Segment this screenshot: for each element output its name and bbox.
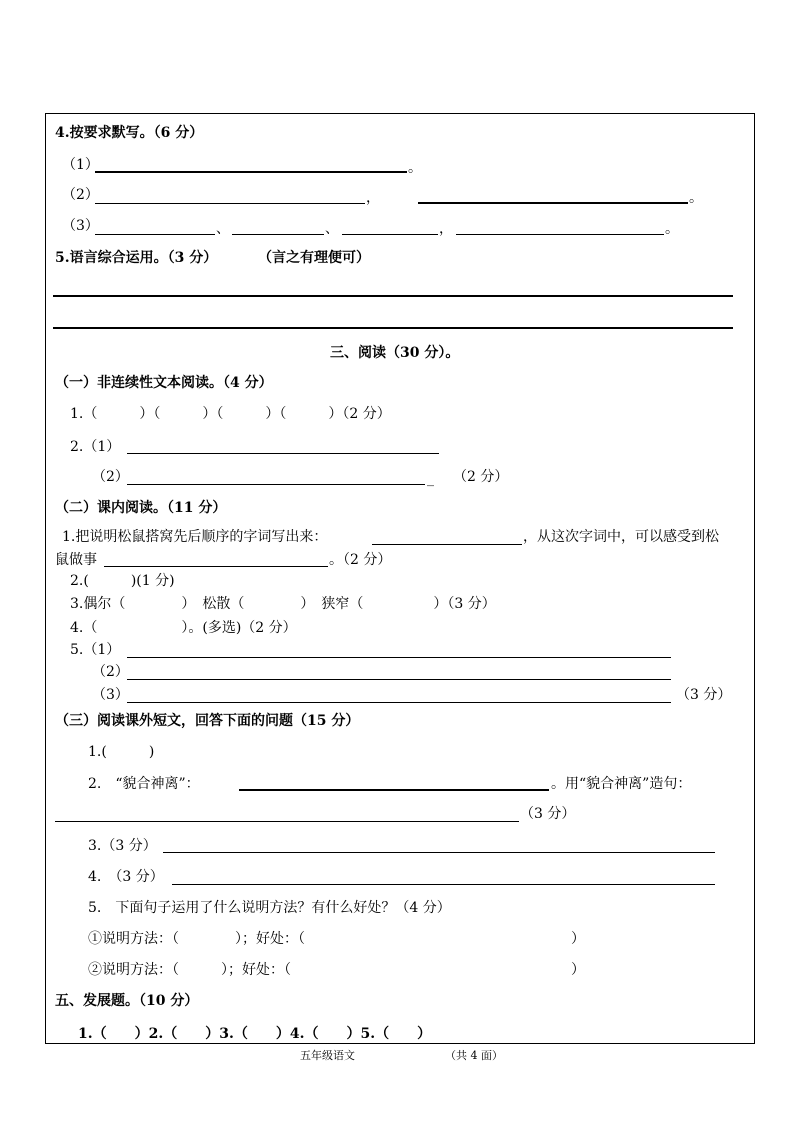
q4-item-2-answer-line-b[interactable]	[418, 202, 688, 204]
reading-1-q2-answer-line-2[interactable]	[127, 484, 425, 485]
reading-3-q2-answer-line[interactable]	[239, 789, 549, 791]
reading-1-q2-label-2: （2）	[92, 469, 129, 485]
reading-2-q4[interactable]: 4.（ ）。(多选)（2 分）	[70, 620, 297, 636]
reading-1-q2-score: （2 分）	[453, 469, 509, 485]
section-3-title: 三、阅读（30 分）。	[330, 345, 460, 361]
reading-3-q4-answer-line[interactable]	[172, 884, 715, 885]
reading-2-q1-prompt-line2: 鼠做事	[55, 552, 97, 568]
reading-3-q1[interactable]: 1.( )	[88, 744, 155, 760]
reading-2-heading: （二）课内阅读。（11 分）	[55, 500, 227, 516]
q4-item-3-sep-1: 、	[216, 221, 230, 237]
q4-item-3-sep-2: 、	[325, 221, 339, 237]
reading-2-q3[interactable]: 3.偶尔（ ） 松散（ ） 狭窄（ ）（3 分）	[70, 596, 496, 612]
reading-3-q5-choice-1[interactable]: ①说明方法：（ ）；好处：（ ）	[88, 931, 585, 947]
reading-2-q5-label-3: （3）	[92, 687, 129, 703]
q5-answer-line-1[interactable]	[53, 295, 733, 297]
q4-item-3-label: （3）	[62, 218, 99, 234]
reading-2-q5-answer-line-3[interactable]	[127, 702, 671, 703]
reading-1-q2-label-1: 2.（1）	[70, 439, 121, 455]
reading-3-q2-prompt-cont: 。用“貌合神离”造句：	[551, 776, 692, 792]
reading-3-q2-score: （3 分）	[520, 806, 576, 822]
reading-2-q1-answer-line-1[interactable]	[372, 544, 522, 545]
reading-2-q1-answer-line-2[interactable]	[104, 566, 328, 567]
reading-3-q2-sentence-line[interactable]	[55, 821, 519, 822]
section-5-heading: 五、发展题。（10 分）	[55, 993, 199, 1009]
reading-2-q5-label-1: 5.（1）	[70, 642, 121, 658]
q5-note: （言之有理便可）	[258, 250, 370, 266]
reading-2-q2[interactable]: 2.( )(1 分)	[70, 573, 175, 589]
q4-item-1-label: （1）	[62, 157, 99, 173]
section-5-answers[interactable]: 1.（ ）2.（ ）3.（ ）4.（ ）5.（ ）	[78, 1026, 432, 1042]
q4-item-2-label: （2）	[62, 187, 99, 203]
q5-answer-line-2[interactable]	[53, 327, 733, 329]
q4-heading: 4.按要求默写。（6 分）	[55, 125, 204, 141]
reading-2-q5-answer-line-2[interactable]	[127, 679, 671, 680]
reading-1-heading: （一）非连续性文本阅读。（4 分）	[55, 375, 273, 391]
q4-item-3-answer-line-c[interactable]	[342, 234, 438, 235]
reading-2-q5-score: （3 分）	[676, 687, 732, 703]
footer-page-count: （共 4 面）	[445, 1049, 503, 1062]
reading-2-q1-prompt-cont: ，从这次字词中，可以感受到松	[523, 529, 719, 545]
reading-1-q1[interactable]: 1.（ ）（ ）（ ）（ ）（2 分）	[70, 406, 391, 422]
q4-item-2-answer-line-a[interactable]	[95, 203, 365, 204]
q4-item-3-period: 。	[665, 221, 679, 237]
reading-3-heading: （三）阅读课外短文，回答下面的问题（15 分）	[55, 713, 360, 729]
reading-1-q2-tail: _	[427, 471, 434, 487]
q4-item-1-period: 。	[408, 160, 422, 176]
q4-item-2-comma: ，	[366, 190, 380, 206]
q4-item-3-answer-line-d[interactable]	[456, 234, 664, 235]
q5-heading: 5.语言综合运用。（3 分）	[55, 250, 218, 266]
reading-3-q5-choice-2[interactable]: ②说明方法：（ ）；好处：（ ）	[88, 962, 585, 978]
q4-item-1-answer-line[interactable]	[95, 171, 407, 173]
reading-2-q1-prompt: 1.把说明松鼠搭窝先后顺序的字词写出来：	[62, 529, 328, 545]
reading-3-q3-label: 3.（3 分）	[88, 838, 157, 854]
reading-2-q5-label-2: （2）	[92, 664, 129, 680]
reading-3-q5: 5. 下面句子运用了什么说明方法？有什么好处？（4 分）	[88, 900, 451, 916]
reading-2-q1-score: 。（2 分）	[329, 552, 392, 568]
footer-subject: 五年级语文	[300, 1049, 355, 1062]
q4-item-3-answer-line-b[interactable]	[232, 234, 324, 235]
q4-item-3-answer-line-a[interactable]	[95, 234, 215, 235]
reading-1-q2-answer-line-1[interactable]	[127, 453, 439, 454]
q4-item-2-period: 。	[689, 190, 703, 206]
reading-3-q3-answer-line[interactable]	[163, 852, 715, 853]
reading-2-q5-answer-line-1[interactable]	[127, 657, 671, 658]
reading-3-q4-label: 4. （3 分）	[88, 869, 164, 885]
reading-3-q2-prompt: 2. “貌合神离”：	[88, 776, 200, 792]
q4-item-3-comma: ，	[439, 221, 453, 237]
